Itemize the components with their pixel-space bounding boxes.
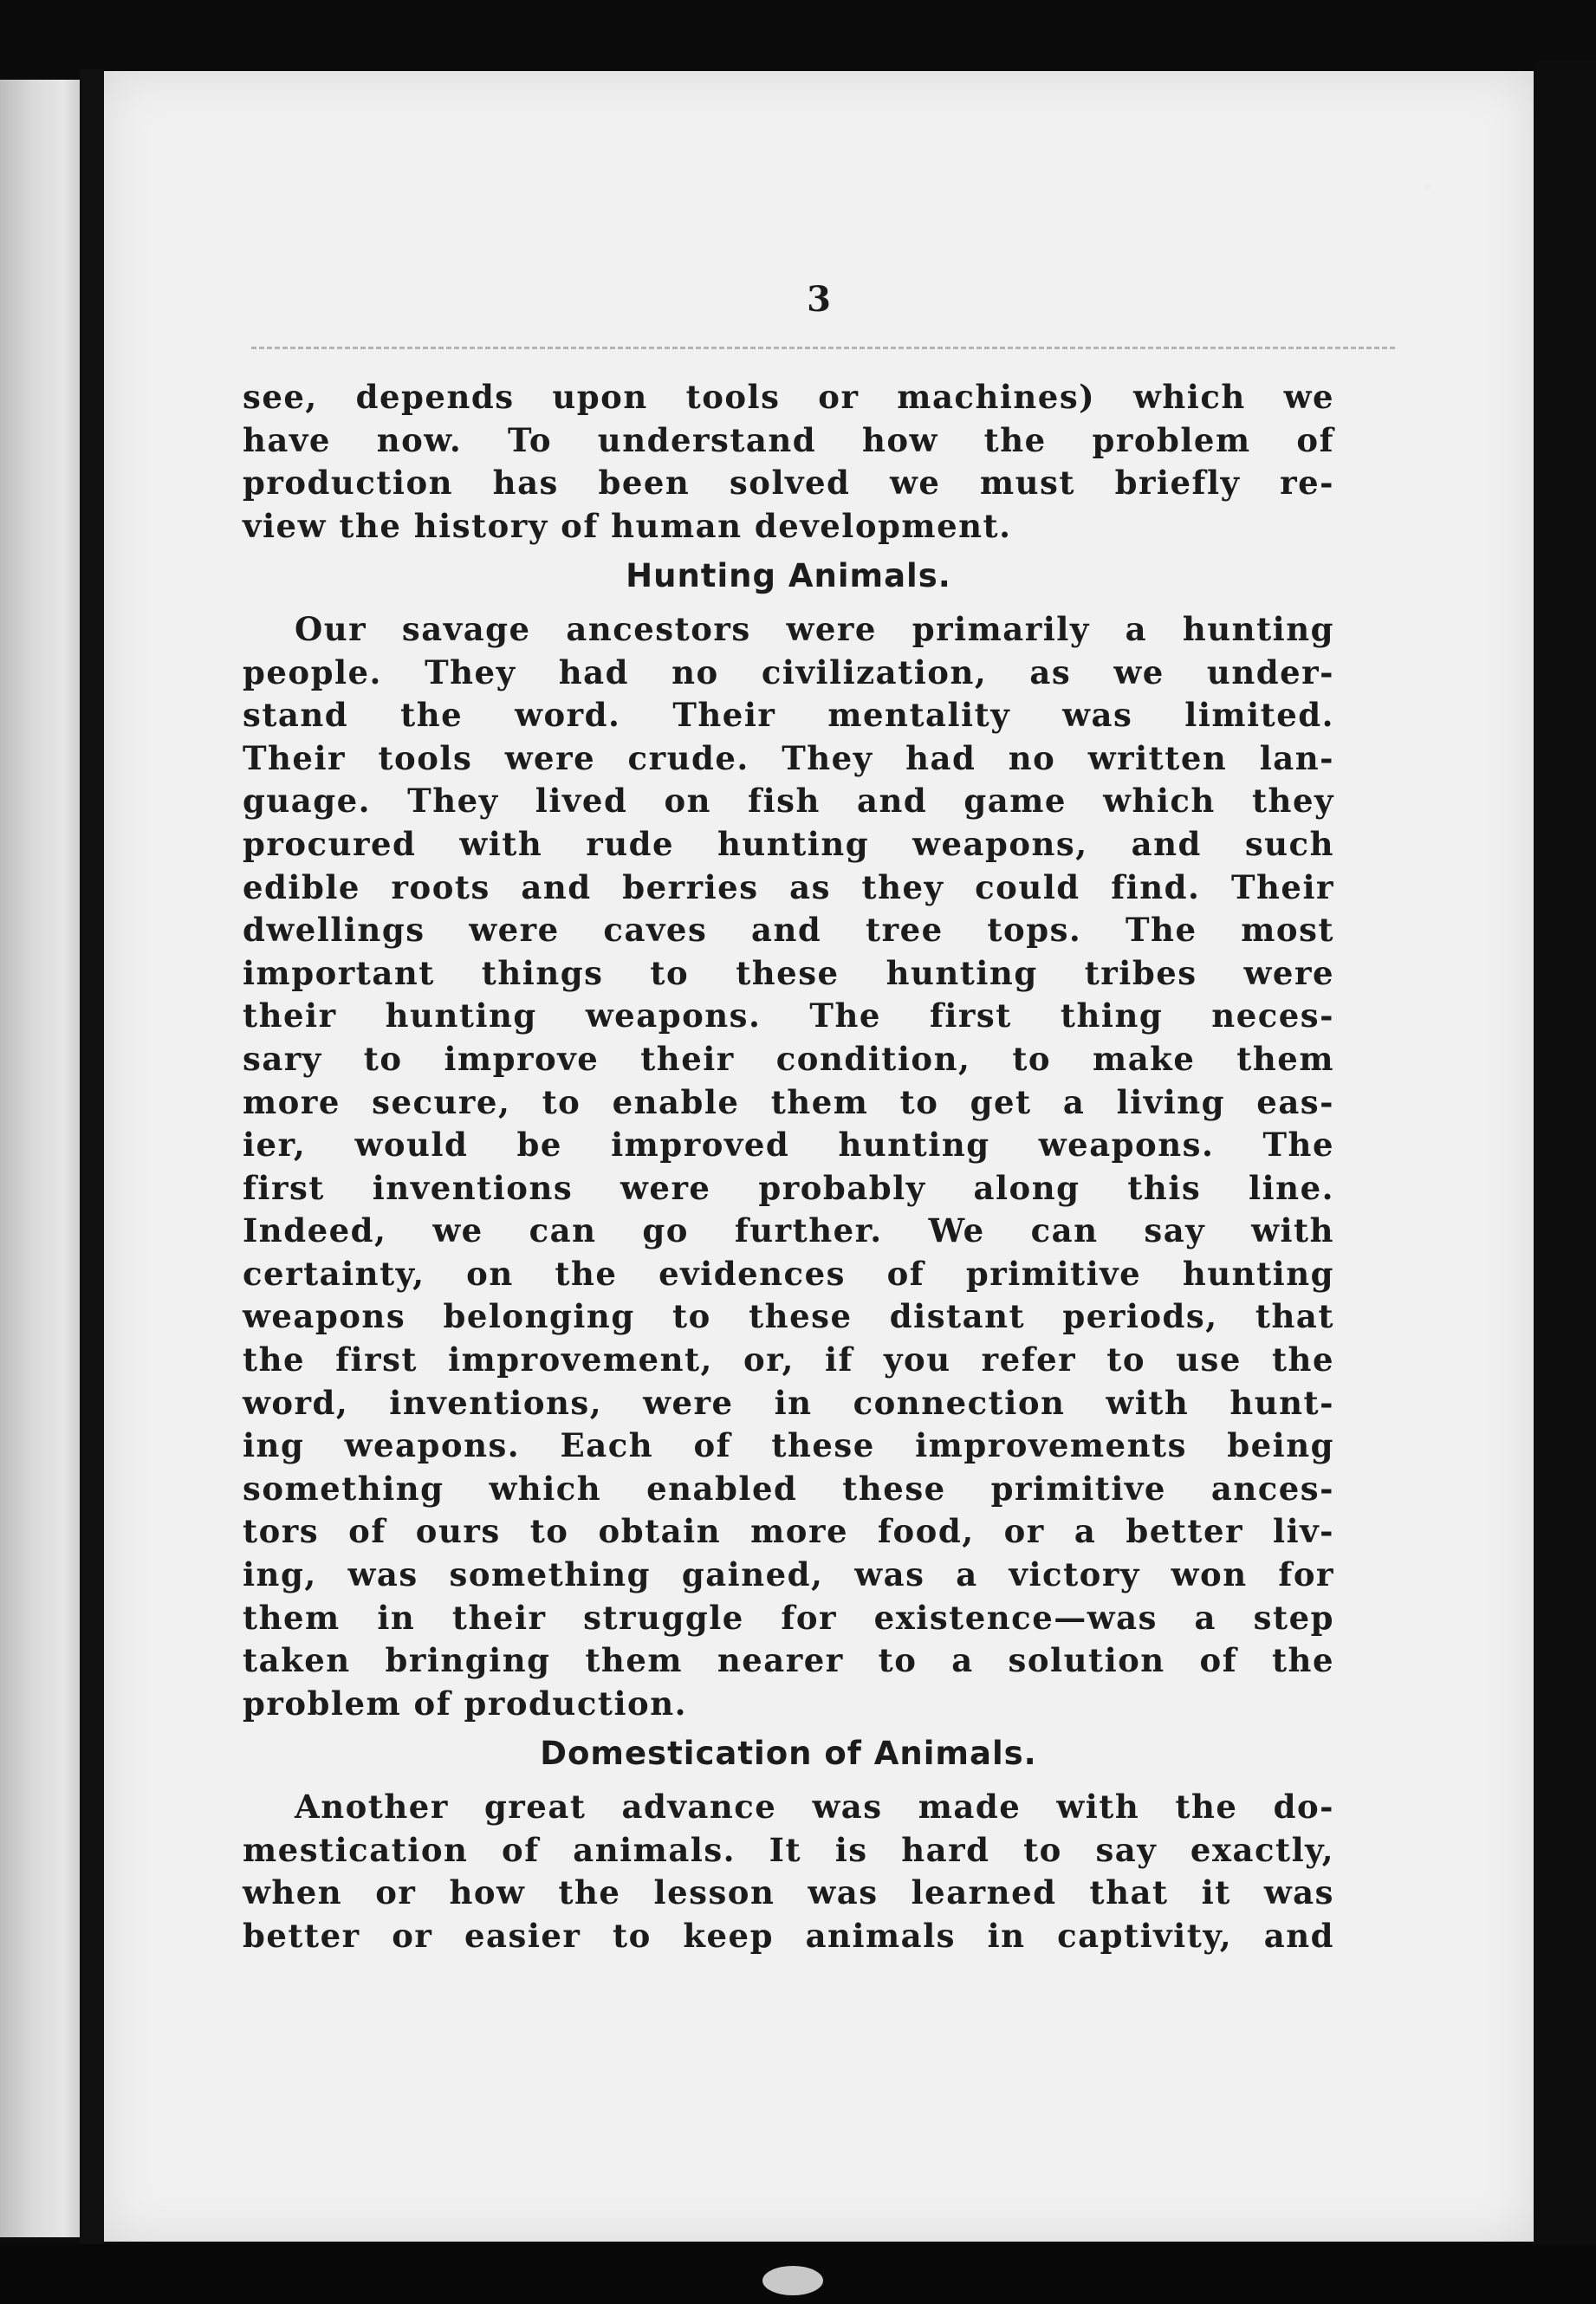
text-line: sary to improve their condition, to make them	[243, 1039, 1334, 1078]
book-gutter	[80, 69, 104, 2244]
text-line: taken bringing them nearer to a solution of the	[243, 1641, 1334, 1680]
header-rule	[251, 347, 1395, 349]
book-page	[104, 71, 1534, 2242]
text-line: word, inventions, were in connection with hunt-	[243, 1383, 1334, 1422]
paragraph-1	[243, 376, 1334, 548]
section-heading-domestication: Domestication of Animals.	[540, 1735, 1037, 1773]
text-line: ing, was something gained, was a victory won for	[243, 1555, 1334, 1594]
text-line: production has been solved we must briefly re-	[243, 464, 1334, 503]
paragraph-2	[243, 608, 1334, 1725]
text-line: them in their struggle for existence—was a step	[243, 1598, 1334, 1637]
text-line: Their tools were crude. They had no written lan-	[243, 738, 1334, 777]
text-line: Our savage ancestors were primarily a hunting	[295, 609, 1334, 648]
text-line: procured with rude hunting weapons, and such	[243, 824, 1334, 863]
text-line: ier, would be improved hunting weapons. The	[243, 1126, 1334, 1165]
text-line: see, depends upon tools or machines) which we	[243, 378, 1334, 416]
text-line: people. They had no civilization, as we under-	[243, 652, 1334, 691]
text-line: have now. To understand how the problem of	[243, 420, 1334, 459]
text-line: certainty, on the evidences of primitive hunting	[243, 1254, 1334, 1293]
text-line: edible roots and berries as they could find. Their	[243, 867, 1334, 906]
left-page-edge	[0, 80, 80, 2237]
text-line: when or how the lesson was learned that it was	[243, 1873, 1334, 1912]
text-line: tors of ours to obtain more food, or a better liv-	[243, 1512, 1334, 1551]
text-line: first inventions were probably along this line.	[243, 1168, 1334, 1207]
paragraph-3	[243, 1786, 1334, 1957]
text-line: mestication of animals. It is hard to say exactly,	[243, 1830, 1334, 1869]
text-line: dwellings were caves and tree tops. The most	[243, 911, 1334, 950]
text-line: ing weapons. Each of these improvements being	[243, 1426, 1334, 1465]
scan-speck	[762, 2266, 823, 2295]
text-line: Indeed, we can go further. We can say with	[243, 1211, 1334, 1250]
text-line: Another great advance was made with the do-	[295, 1788, 1334, 1826]
page-number: 3	[807, 279, 831, 320]
text-line: weapons belonging to these distant periods, that	[243, 1297, 1334, 1336]
right-page-edge	[1534, 61, 1596, 2244]
text-line: important things to these hunting tribes were	[243, 953, 1334, 992]
section-heading-hunting: Hunting Animals.	[626, 557, 951, 595]
text-line: the first improvement, or, if you refer to use the	[243, 1340, 1334, 1379]
text-line: better or easier to keep animals in captivity, and	[243, 1916, 1334, 1955]
text-line: something which enabled these primitive ances-	[243, 1469, 1334, 1508]
text-line: stand the word. Their mentality was limited.	[243, 696, 1334, 735]
text-line: more secure, to enable them to get a living eas-	[243, 1082, 1334, 1121]
text-line: their hunting weapons. The first thing neces-	[243, 996, 1334, 1035]
page-text	[243, 376, 1334, 1957]
text-line: problem of production.	[243, 1684, 687, 1723]
text-line: guage. They lived on fish and game which they	[243, 782, 1334, 821]
scan-speck	[1425, 184, 1431, 189]
text-line: view the history of human development.	[243, 506, 1012, 545]
